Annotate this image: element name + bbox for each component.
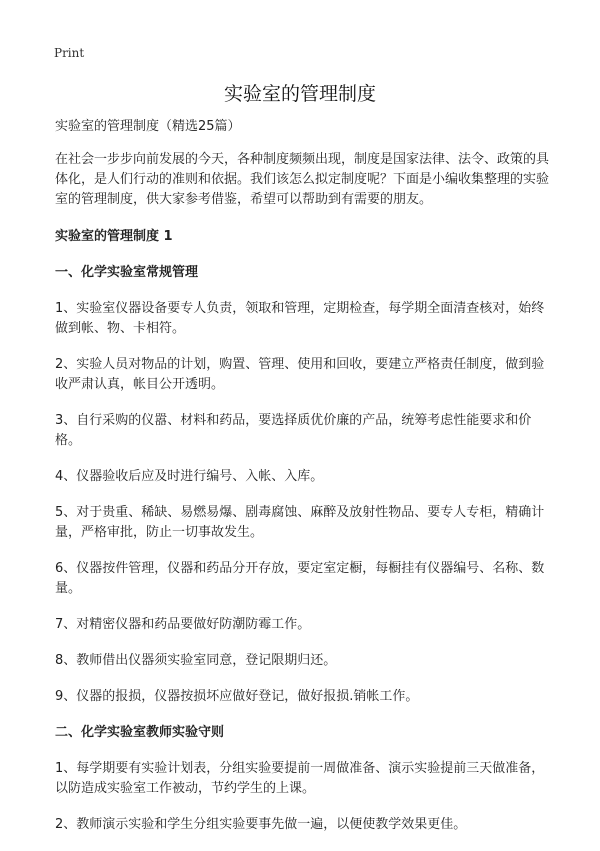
article-body [55,117,550,851]
part-heading-1: 一、化学实验室常规管理 [55,265,199,280]
part-heading-2: 二、化学实验室教师实验守则 [55,725,225,740]
intro-paragraph: 在社会一步步向前发展的今天，各种制度频频出现，制度是国家法律、法令、政策的具体化，是人们行动的准则和依据。我们该怎么拟定制度呢？下面是小编收集整理的实验室的管理制度，供大家参考借鉴，希望可以帮助到有需要的朋友。 [55,152,550,207]
list-item: 2、实验人员对物品的计划，购置、管理、使用和回收，要建立严格责任制度，做到验收严肃认真，帐目公开透明。 [55,357,545,392]
section-heading: 实验室的管理制度 1 [55,229,173,244]
list-item: 4、仪器验收后应及时进行编号、入帐、入库。 [55,469,324,484]
page-title: 实验室的管理制度 [223,83,376,105]
list-item: 1、每学期要有实验计划表，分组实验要提前一周做准备、演示实验提前三天做准备，以防造成实验室工作被动，节约学生的上课。 [55,761,545,796]
article-subtitle: 实验室的管理制度（精选25篇） [55,119,241,134]
list-item: 6、仪器按件管理，仪器和药品分开存放，要定室定橱，每橱挂有仪器编号、名称、数量。 [55,561,545,596]
list-item: 7、对精密仪器和药品要做好防潮防霉工作。 [55,617,311,632]
list-item: 1、实验室仪器设备要专人负责，领取和管理，定期检查，每学期全面清查核对，始终做到帐、物、卡相符。 [55,301,545,336]
list-item: 3、自行采购的仪嚣、材料和药品，要选择质优价廉的产品，统筹考虑性能要求和价格。 [55,413,532,448]
list-item: 5、对于贵重、稀缺、易燃易爆、剧毒腐蚀、麻醉及放射性物品、要专人专柜，精确计量，严格审批，防止一切事故发生。 [55,505,545,540]
list-item: 9、仪器的报损，仪器按损坏应做好登记，做好报损.销帐工作。 [55,689,419,704]
list-item: 2、教师演示实验和学生分组实验要事先做一遍，以便使教学效果更佳。 [55,817,467,832]
print-label[interactable]: Print [54,46,85,60]
list-item: 8、教师借出仪器须实验室同意，登记限期归还。 [55,653,337,668]
